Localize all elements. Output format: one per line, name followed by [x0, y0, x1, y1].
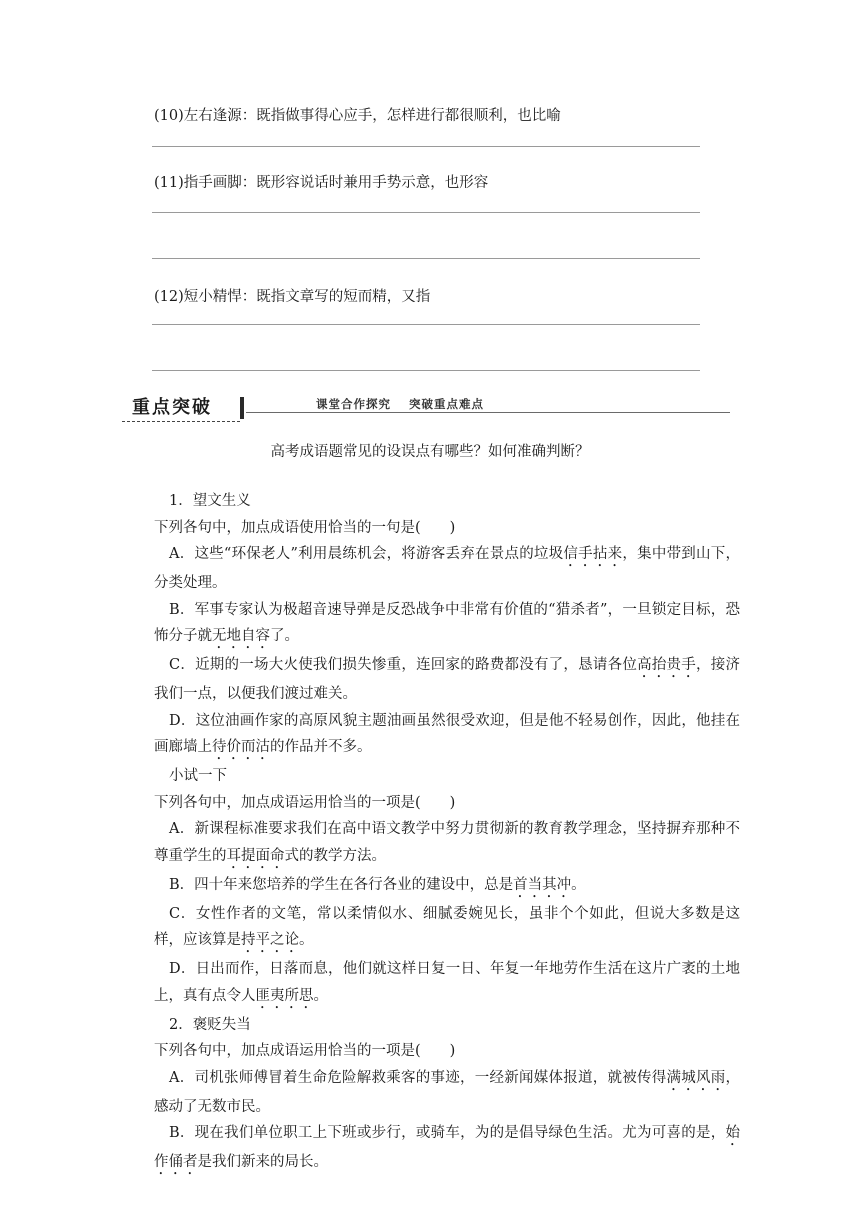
- section-banner: [122, 393, 734, 423]
- marked-idiom: 持平之论: [241, 932, 299, 948]
- section2-instruction: 下列各句中，加点成语运用恰当的一项是( ): [154, 1043, 456, 1059]
- answer-line[interactable]: [152, 324, 700, 325]
- marked-idiom: 待价而沽: [212, 739, 270, 755]
- marked-idiom: 匪夷所思: [255, 987, 314, 1004]
- practice-option-b: B．四十年来您培养的学生在各行各业的建设中，总是首当其冲。: [169, 876, 586, 893]
- section2-heading: 2．褒贬失当: [169, 1016, 251, 1033]
- section1-instruction: 下列各句中，加点成语使用恰当的一句是( ): [154, 519, 456, 536]
- marked-idiom: 始作俑者: [154, 1125, 740, 1170]
- answer-line[interactable]: [152, 258, 700, 259]
- banner-subtitle: [316, 397, 502, 411]
- practice-heading: 小试一下: [169, 768, 227, 784]
- practice-option-d: D．日出而作，日落而息，他们就这样日复一日、年复一年地劳作生活在这片广袤的土地上，真有点令人匪夷所思。: [154, 961, 740, 1004]
- banner-rule: [246, 412, 730, 413]
- marked-idiom: 信手拈来: [563, 546, 623, 562]
- item-10: (10)左右逢源：既指做事得心应手，怎样进行都很顺利，也比喻: [154, 108, 561, 124]
- banner-dashed-rule: [122, 421, 240, 422]
- marked-idiom: 高抬贵手: [637, 657, 697, 673]
- exercise-body: [154, 488, 740, 1178]
- answer-line[interactable]: [152, 370, 700, 371]
- banner-subtitle-b: 突破重点难点: [409, 397, 484, 411]
- answer-line[interactable]: [152, 212, 700, 213]
- item-12: (12)短小精悍：既指文章写的短而精，又指: [154, 289, 431, 305]
- banner-subtitle-a: 课堂合作探究: [316, 397, 391, 411]
- section1-option-b: B．军事专家认为极超音速导弹是反恐战争中非常有价值的“猎杀者”，一旦锁定目标，恐怖分子就无地自容了。: [154, 601, 740, 644]
- practice-option-c: C．女性作者的文笔，常以柔情似水、细腻委婉见长，虽非个个如此，但说大多数是这样，应该算是持平之论。: [154, 905, 740, 948]
- section1-option-c: C．近期的一场大火使我们损失惨重，连回家的路费都没有了，恳请各位高抬贵手，接济我们一点，以便我们渡过难关。: [154, 657, 740, 702]
- marked-idiom: 无地自容: [212, 628, 270, 644]
- section2-option-a: A．司机张师傅冒着生命危险解救乘客的事迹，一经新闻媒体报道，就被传得满城风雨，感动了无数市民。: [154, 1069, 741, 1115]
- banner-badge: 重点突破: [132, 397, 212, 418]
- answer-line[interactable]: [152, 146, 700, 147]
- section1-option-d: D．这位油画作家的高原风貌主题油画虽然很受欢迎，但是他不轻易创作，因此，他挂在画廊墙上待价而沽的作品并不多。: [154, 712, 740, 755]
- item-11: (11)指手画脚：既形容说话时兼用手势示意，也形容: [154, 175, 489, 191]
- banner-bar: [240, 397, 244, 419]
- marked-idiom: 满城风雨: [666, 1069, 726, 1086]
- center-question: 高考成语题常见的设误点有哪些？如何准确判断？: [270, 444, 590, 460]
- section2-option-b: B．现在我们单位职工上下班或步行，或骑车，为的是倡导绿色生活。尤为可喜的是，始作俑者是我们新来的局长。: [154, 1125, 740, 1170]
- practice-option-a: A．新课程标准要求我们在高中语文教学中努力贯彻新的教育教学理念，坚持摒弃那种不尊重学生的耳提面命式的教学方法。: [154, 821, 740, 864]
- practice-instruction: 下列各句中，加点成语运用恰当的一项是( ): [154, 794, 456, 811]
- marked-idiom: 耳提面命: [226, 847, 285, 864]
- section1-heading: 1．望文生义: [169, 493, 251, 509]
- marked-idiom: 首当其冲: [513, 876, 572, 893]
- section1-option-a: A．这些“环保老人”利用晨练机会，将游客丢弃在景点的垃圾信手拈来，集中带到山下，分类处理。: [154, 546, 741, 591]
